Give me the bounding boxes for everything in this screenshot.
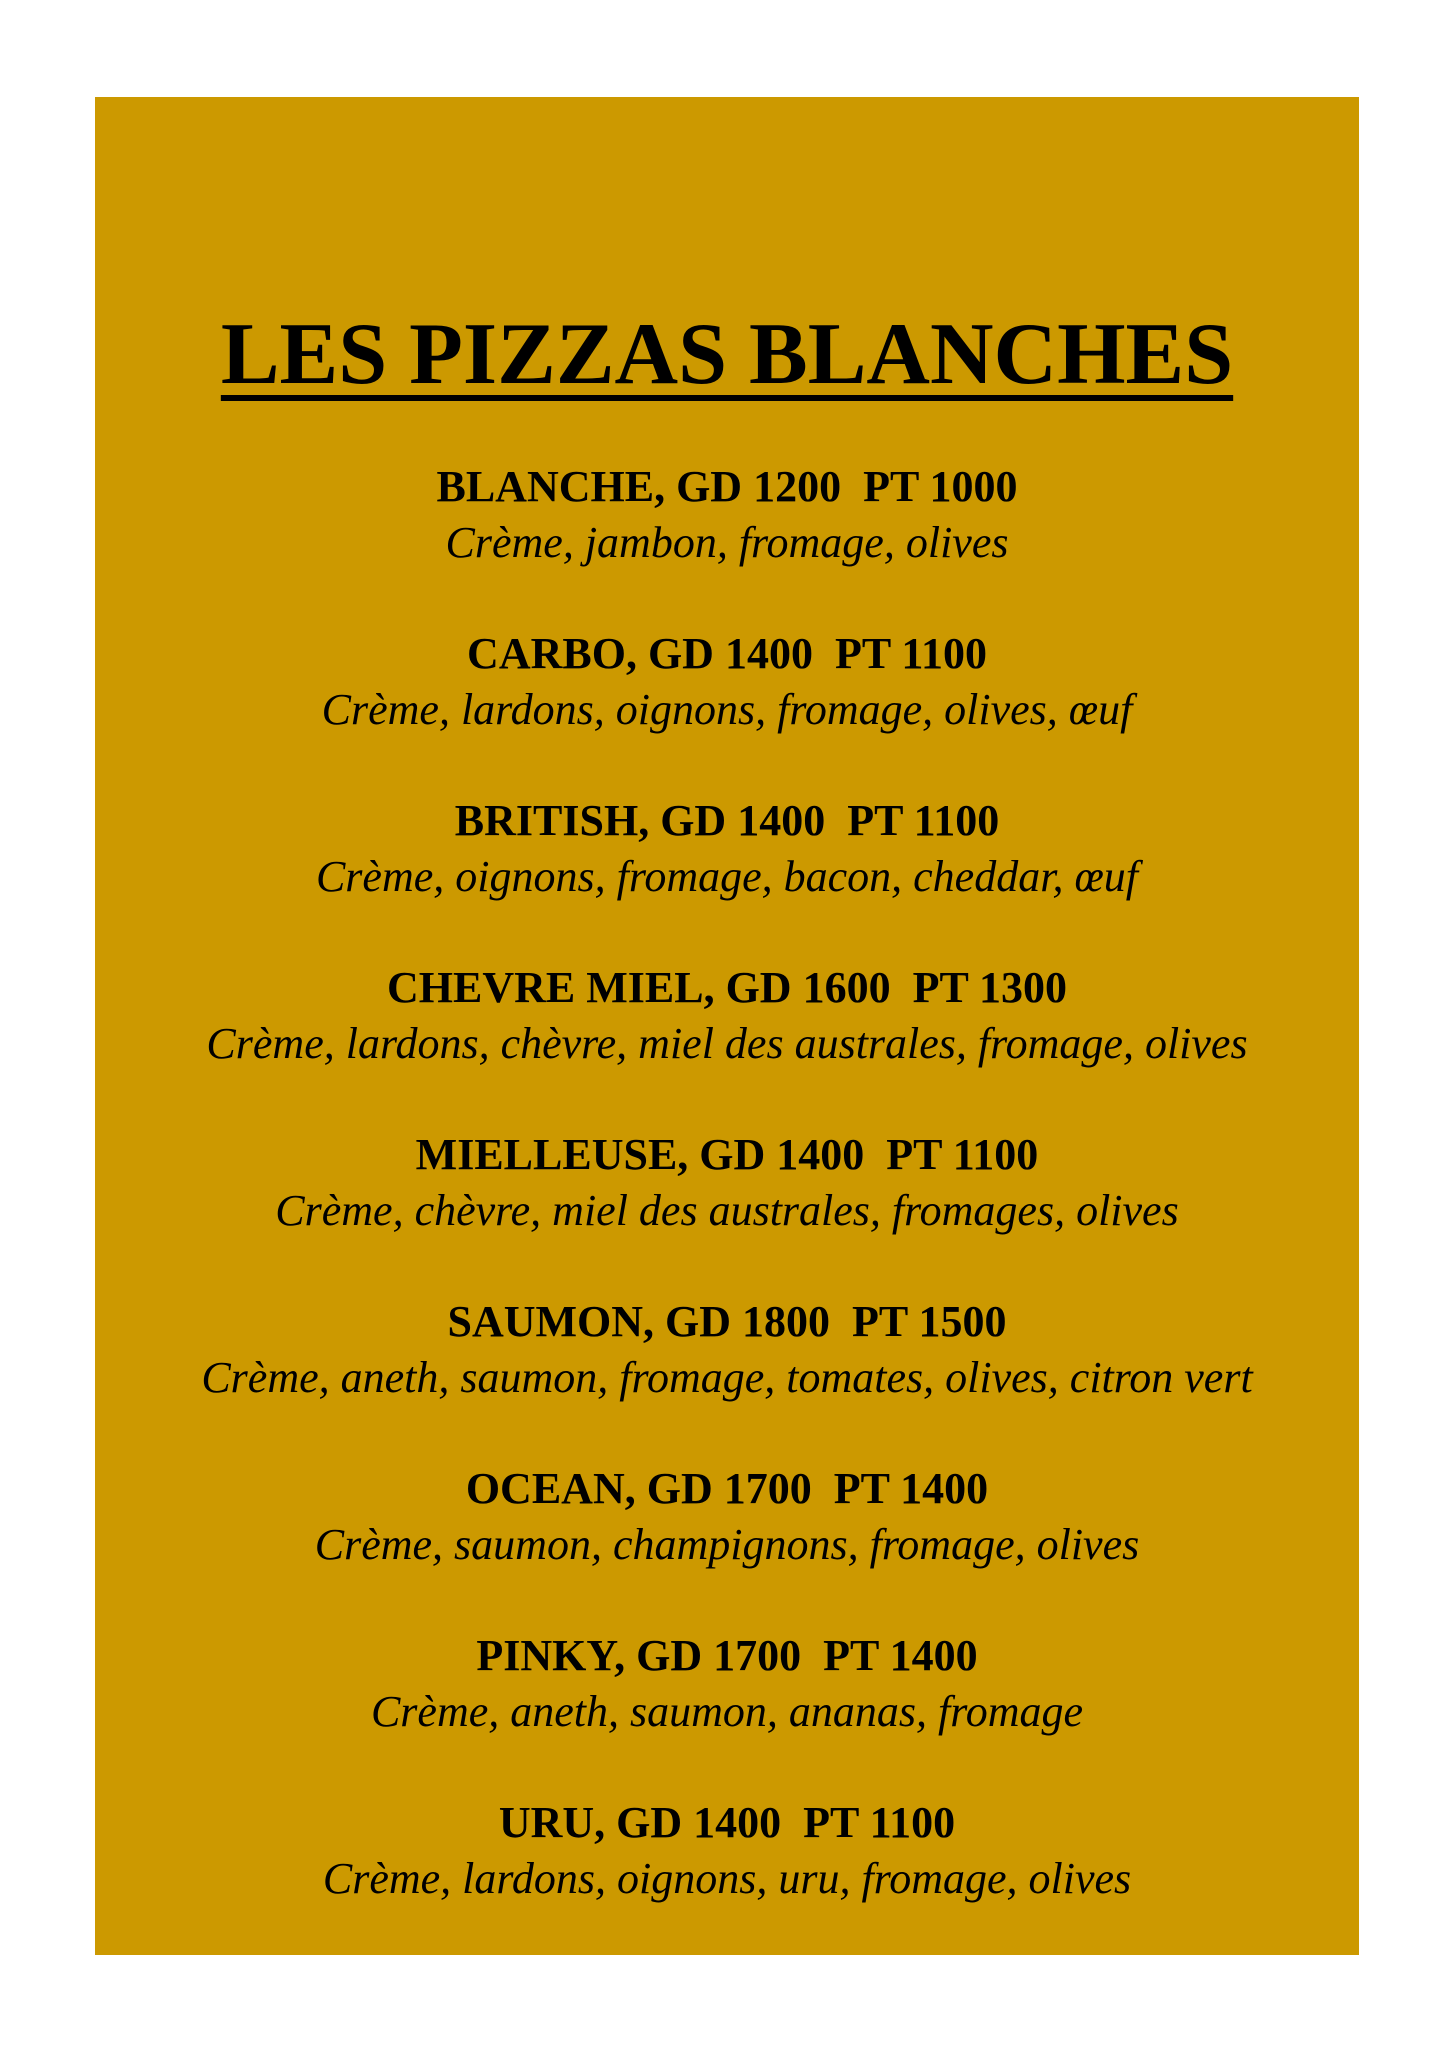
menu-item-name: CHEVRE MIEL, GD 1600 PT 1300: [386, 963, 1068, 1012]
menu-item-description: Crème, jambon, fromage, olives: [445, 518, 1009, 567]
menu-item-name: PINKY, GD 1700 PT 1400: [476, 1631, 978, 1680]
menu-item-name: BLANCHE, GD 1200 PT 1000: [436, 462, 1018, 511]
menu-title: [95, 305, 1359, 405]
menu-item-uru: [95, 1795, 1359, 1962]
menu-item-description: Crème, lardons, oignons, uru, fromage, olives: [322, 1854, 1132, 1903]
menu-item-blanche: [95, 459, 1359, 626]
menu-item-ocean: [95, 1461, 1359, 1628]
menu-item-name: BRITISH, GD 1400 PT 1100: [454, 796, 1000, 845]
menu-item-description: Crème, lardons, chèvre, miel des australes, fromage, olives: [206, 1019, 1248, 1068]
menu-item-name: MIELLEUSE, GD 1400 PT 1100: [415, 1130, 1039, 1179]
menu-item-description: Crème, oignons, fromage, bacon, cheddar, œuf: [315, 852, 1139, 901]
menu-item-description: Crème, saumon, champignons, fromage, olives: [314, 1520, 1140, 1569]
menu-panel: [95, 97, 1359, 1955]
menu-item-name: URU, GD 1400 PT 1100: [498, 1798, 956, 1847]
menu-item-mielleuse: [95, 1127, 1359, 1294]
menu-item-british: [95, 793, 1359, 960]
menu-item-description: Crème, lardons, oignons, fromage, olives, œuf: [321, 685, 1133, 734]
menu-item-description: Crème, chèvre, miel des australes, fromages, olives: [275, 1186, 1179, 1235]
menu-item-chevre-miel: [95, 960, 1359, 1127]
menu-item-carbo: [95, 626, 1359, 793]
menu-item-name: OCEAN, GD 1700 PT 1400: [465, 1464, 989, 1513]
menu-item-name: CARBO, GD 1400 PT 1100: [467, 629, 987, 678]
menu-title-text: LES PIZZAS BLANCHES: [220, 306, 1234, 403]
menu-item-description: Crème, aneth, saumon, ananas, fromage: [370, 1687, 1084, 1736]
menu-item-description: Crème, aneth, saumon, fromage, tomates, olives, citron vert: [201, 1353, 1253, 1402]
menu-item-name: SAUMON, GD 1800 PT 1500: [447, 1297, 1007, 1346]
menu-item-pinky: [95, 1628, 1359, 1795]
menu-item-saumon: [95, 1294, 1359, 1461]
menu-items-list: [95, 459, 1359, 1962]
